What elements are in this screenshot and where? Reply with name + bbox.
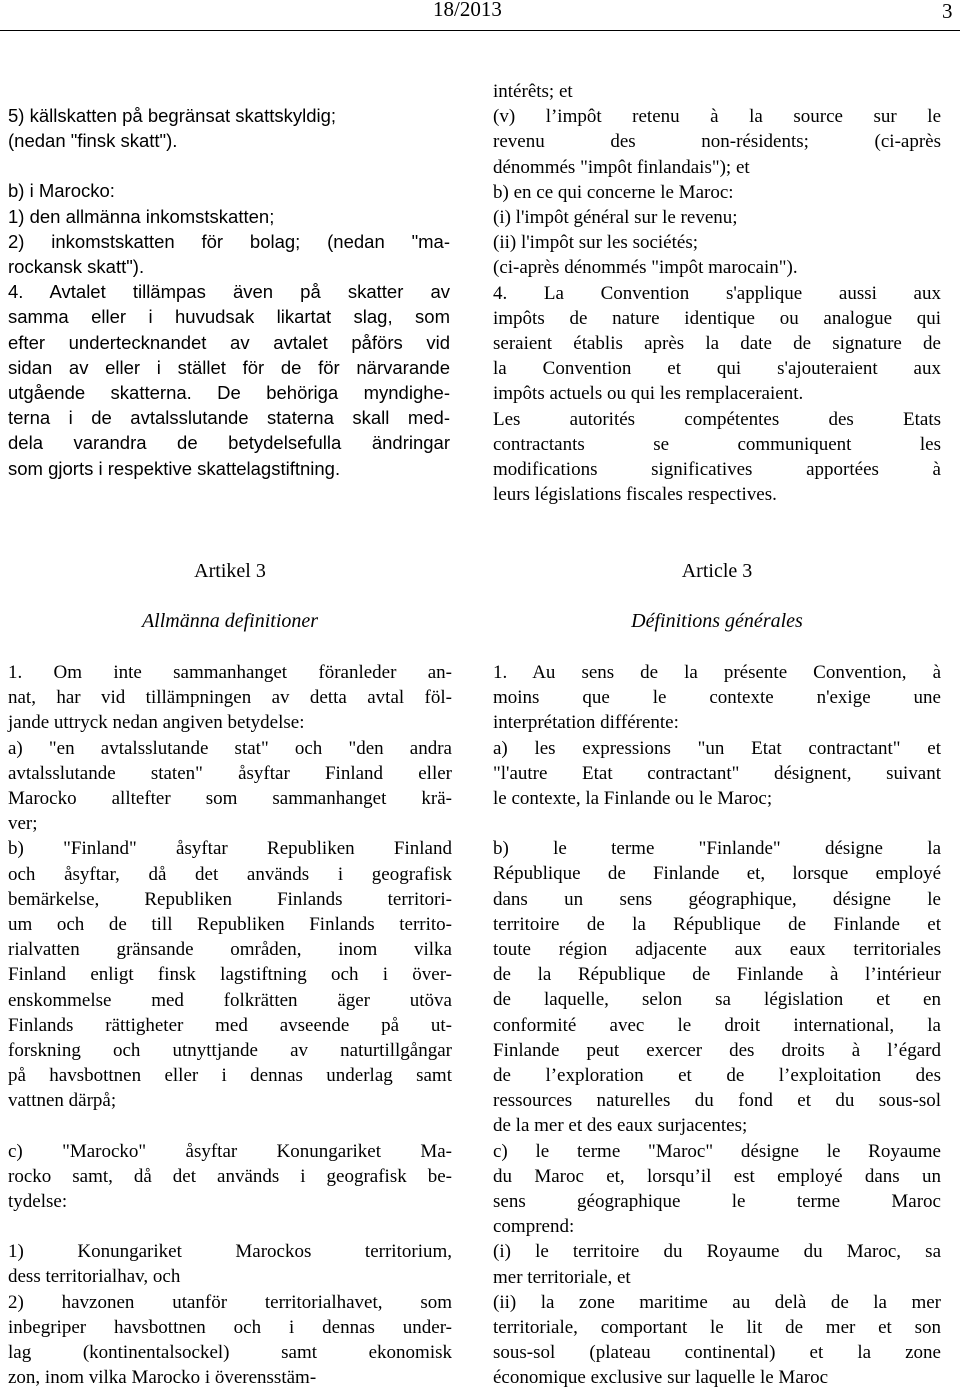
french-article-subheading: Définitions générales — [631, 610, 803, 632]
text-line: 4. La Convention s'applique aussi aux — [493, 282, 941, 304]
text-line — [8, 1214, 452, 1239]
text-line: (ii) la zone maritime au delà de la mer — [493, 1291, 941, 1313]
text-line: (i) l'impôt général sur le revenu; — [493, 207, 738, 229]
text-line: b) i Marocko: — [8, 180, 115, 202]
french-article-text — [493, 660, 941, 1391]
text-line: contractants se communiquent les — [493, 433, 941, 455]
swedish-article-heading: Artikel 3 — [194, 560, 266, 582]
text-line: 1. Au sens de la présente Convention, à — [493, 662, 941, 683]
text-line: territoriale, comportant le lit de mer et son — [493, 1317, 941, 1339]
french-text-top — [493, 79, 941, 507]
text-line: terna i de avtalsslutande staterna skall med- — [8, 407, 450, 429]
text-line: économique exclusive sur laquelle le Maroc — [493, 1367, 829, 1389]
text-line: tydelse: — [8, 1191, 68, 1213]
swedish-article-subheading: Allmänna definitioner — [141, 610, 319, 632]
text-line: de laquelle, selon sa législation et en — [493, 989, 941, 1011]
text-line: mer territoriale, et — [493, 1266, 631, 1288]
text-line: sous-sol (plateau continental) et la zone — [493, 1342, 941, 1364]
text-line: zon, inom vilka Marocko i överensstäm- — [8, 1367, 317, 1389]
text-line: dess territorialhav, och — [8, 1266, 181, 1288]
text-line: rocko samt, då det används i geografisk be- — [8, 1165, 452, 1187]
text-line: inbegriper havsbottnen och i dennas under- — [8, 1316, 452, 1338]
text-line: de la République de Finlande à l’intérieur — [493, 964, 941, 986]
text-line: (ci-après dénommés "impôt marocain"). — [493, 257, 798, 279]
text-line: toute région adjacente aux eaux territoriales — [493, 939, 941, 961]
text-line: och åsyftar, då det används i geografisk — [8, 863, 452, 885]
text-line: dela varandra de betydelsefulla ändringar — [8, 432, 450, 454]
text-line: moins que le contexte n'exige une — [493, 687, 941, 709]
text-line: (i) le territoire du Royaume du Maroc, sa — [493, 1241, 941, 1263]
text-line: samma eller i huvudsak likartat slag, som — [8, 306, 450, 328]
text-line: modifications significatives apportées à — [493, 459, 941, 481]
text-line: dénommés "impôt finlandais"); et — [493, 156, 750, 178]
text-line: leurs législations fiscales respectives. — [493, 484, 777, 506]
text-line: forskning och utnyttjande av naturtillgångar — [8, 1040, 452, 1062]
text-line: (ii) l'impôt sur les sociétés; — [493, 232, 699, 254]
text-line: 1. Om inte sammanhanget föranleder an- — [8, 662, 452, 683]
text-line: 1) Konungariket Marockos territorium, — [8, 1241, 452, 1263]
page-number: 3 — [942, 0, 953, 23]
text-line: impôts actuels ou qui les remplaceraient. — [493, 383, 804, 405]
text-line: Finlands rättigheter med avseende på ut- — [8, 1014, 452, 1036]
text-line: le contexte, la Finlande ou le Maroc; — [493, 788, 773, 810]
french-article-heading: Article 3 — [681, 560, 753, 582]
text-line: Finlande peut exercer des droits à l’égard — [493, 1039, 941, 1061]
text-line: c) "Marocko" åsyftar Konungariket Ma- — [8, 1140, 452, 1162]
text-line: 4. Avtalet tillämpas även på skatter av — [8, 281, 450, 303]
page-header — [0, 0, 960, 32]
text-line: utgående skatterna. De behöriga myndighe- — [8, 382, 450, 404]
swedish-article-text — [8, 660, 452, 1390]
text-line: (v) l’impôt retenu à la source sur le — [493, 106, 941, 128]
text-line: b) en ce qui concerne le Maroc: — [493, 181, 734, 203]
text-line: rockansk skatt"). — [8, 256, 145, 278]
text-line: som gjorts i respektive skattelagstiftning. — [8, 457, 341, 479]
text-line: République de Finlande et, lorsque employé — [493, 863, 941, 885]
text-line: a) les expressions "un Etat contractant" et — [493, 737, 941, 759]
text-line: c) le terme "Maroc" désigne le Royaume — [493, 1140, 941, 1162]
text-line: rialvatten gränsande områden, inom vilka — [8, 939, 452, 961]
text-line: ver; — [8, 813, 38, 835]
text-line: Les autorités compétentes des Etats — [493, 408, 941, 430]
text-line: seraient établis après la date de signature de — [493, 333, 941, 355]
text-line: dans un sens géographique, désigne le — [493, 888, 941, 910]
text-line: comprend: — [493, 1216, 575, 1238]
text-line: 5) källskatten på begränsat skattskyldig; — [8, 105, 337, 126]
text-line: du Maroc et, lorsqu’il est employé dans un — [493, 1165, 941, 1187]
text-line: b) le terme "Finlande" désigne la — [493, 838, 941, 860]
text-line: revenu des non-résidents; (ci-après — [493, 131, 941, 153]
text-line: avtalsslutande staten" åsyftar Finland eller — [8, 762, 452, 784]
text-line: Finland enligt finsk lagstiftning och i över- — [8, 964, 452, 986]
text-line: territoire de la République de Finlande et — [493, 913, 941, 935]
text-line: 1) den allmänna inkomstskatten; — [8, 205, 275, 227]
text-line: på havsbottnen eller i dennas underlag samt — [8, 1065, 452, 1087]
text-line: lag (kontinentalsockel) samt ekonomisk — [8, 1342, 452, 1364]
text-line: (nedan "finsk skatt"). — [8, 130, 178, 152]
header-rule — [0, 30, 960, 31]
text-line: nat, har vid tillämpningen av detta avtal föl- — [8, 687, 452, 709]
text-line: "l'autre Etat contractant" désignent, suivant — [493, 762, 941, 784]
text-line — [8, 153, 450, 178]
text-line: enskommelse med folkrätten äger utöva — [8, 989, 452, 1011]
text-line: 2) inkomstskatten för bolag; (nedan "ma- — [8, 230, 450, 252]
text-line — [493, 811, 941, 836]
swedish-text-top — [8, 103, 450, 481]
text-line: la Convention et qui s'ajouteraient aux — [493, 358, 941, 380]
text-line: sidan av eller i stället för de för närvarande — [8, 356, 450, 378]
text-line: interprétation différente: — [493, 712, 679, 734]
text-line: bemärkelse, Republiken Finlands territori- — [8, 888, 452, 910]
text-line: impôts de nature identique ou analogue qui — [493, 307, 941, 329]
text-line: Marocko alltefter som sammanhanget krä- — [8, 788, 452, 810]
text-line: intérêts; et — [493, 81, 573, 102]
text-line: 2) havzonen utanför territorialhavet, som — [8, 1291, 452, 1313]
text-line: de l’exploration et de l’exploitation des — [493, 1065, 941, 1087]
text-line: um och de till Republiken Finlands territo- — [8, 914, 452, 936]
text-line: ressources naturelles du fond et du sous-sol — [493, 1090, 941, 1112]
text-line: de la mer et des eaux surjacentes; — [493, 1115, 748, 1137]
text-line: jande uttryck nedan angiven betydelse: — [8, 712, 305, 734]
text-line: b) "Finland" åsyftar Republiken Finland — [8, 838, 452, 860]
issue-number: 18/2013 — [433, 0, 502, 21]
text-line: a) "en avtalsslutande stat" och "den andra — [8, 737, 452, 759]
text-line: sens géographique le terme Maroc — [493, 1191, 941, 1213]
text-line: vattnen därpå; — [8, 1090, 117, 1112]
text-line: efter undertecknandet av avtalet påförs vid — [8, 331, 450, 353]
text-line — [8, 1114, 452, 1139]
text-line: conformité avec le droit international, la — [493, 1014, 941, 1036]
